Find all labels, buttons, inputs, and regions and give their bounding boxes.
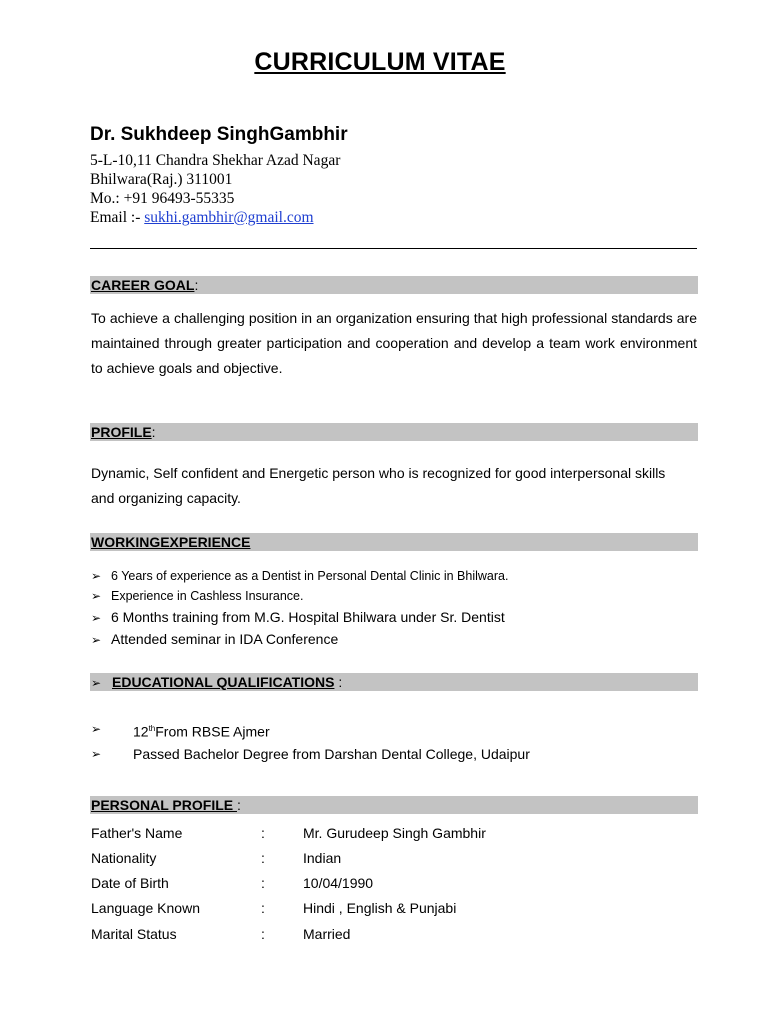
- career-goal-text: To achieve a challenging position in an organization ensuring that high professional standards are maintained through greater participation and cooperation and develop a team work environment to achieve goals and objective.: [91, 310, 697, 376]
- experience-heading-text: WORKINGEXPERIENCE: [91, 534, 251, 550]
- education-colon: :: [334, 674, 343, 690]
- field-separator: :: [261, 926, 265, 942]
- email-line: [90, 208, 314, 227]
- bullet-arrow-icon: ➢: [91, 633, 102, 647]
- nationality-value: Indian: [303, 850, 342, 866]
- field-separator: :: [261, 900, 265, 916]
- education-item-grade: 12: [133, 723, 149, 740]
- profile-heading-text: PROFILE: [91, 424, 152, 440]
- field-separator: :: [261, 850, 265, 866]
- email-label: Email :-: [90, 209, 145, 226]
- language-known-label: Language Known: [91, 900, 200, 916]
- header-divider: [90, 248, 697, 249]
- bullet-arrow-icon: ➢: [91, 747, 102, 761]
- experience-item: [91, 566, 508, 586]
- language-known-value: Hindi , English & Punjabi: [303, 900, 457, 916]
- profile-bar: [90, 423, 698, 441]
- profile-text: Dynamic, Self confident and Energetic person who is recognized for good interpersonal skills and organizing capacity.: [91, 465, 666, 506]
- experience-heading: [91, 533, 250, 551]
- education-item: Passed Bachelor Degree from Darshan Dental College, Udaipur: [133, 746, 530, 762]
- career-goal-heading: [91, 276, 198, 294]
- experience-item: [91, 629, 338, 650]
- marital-status-value: Married: [303, 926, 351, 942]
- personal-profile-colon: :: [236, 797, 241, 813]
- marital-status-label: Marital Status: [91, 926, 177, 942]
- education-heading: [91, 673, 342, 692]
- personal-profile-heading: [91, 796, 241, 814]
- date-of-birth-label: Date of Birth: [91, 875, 169, 891]
- field-separator: :: [261, 825, 265, 841]
- page-title: CURRICULUM VITAE: [254, 48, 506, 76]
- profile-colon: :: [151, 424, 156, 440]
- bullet-arrow-icon: ➢: [91, 611, 102, 625]
- date-of-birth-value: 10/04/1990: [303, 875, 374, 891]
- experience-item: [91, 607, 505, 628]
- mobile-number: Mo.: +91 96493-55335: [90, 190, 235, 207]
- address-line-2: Bhilwara(Raj.) 311001: [90, 171, 233, 188]
- career-goal-heading-text: CAREER GOAL: [91, 277, 195, 293]
- address-line-1: 5-L-10,11 Chandra Shekhar Azad Nagar: [90, 152, 341, 169]
- education-item-text: From RBSE Ajmer: [155, 723, 270, 740]
- nationality-label: Nationality: [91, 850, 157, 866]
- experience-item-text: 6 Years of experience as a Dentist in Personal Dental Clinic in Bhilwara.: [111, 569, 509, 583]
- fathers-name-label: Father's Name: [91, 825, 183, 841]
- bullet-arrow-icon: ➢: [91, 676, 102, 690]
- experience-item-text: 6 Months training from M.G. Hospital Bhilwara under Sr. Dentist: [111, 609, 505, 625]
- experience-item: [91, 586, 303, 606]
- candidate-name: Dr. Sukhdeep SinghGambhir: [90, 124, 348, 145]
- bullet-arrow-icon: ➢: [91, 722, 102, 736]
- personal-profile-heading-text: PERSONAL PROFILE: [91, 797, 237, 813]
- education-item-sup: th: [148, 724, 156, 733]
- fathers-name-value: Mr. Gurudeep Singh Gambhir: [303, 825, 486, 841]
- education-heading-text: EDUCATIONAL QUALIFICATIONS: [112, 674, 335, 690]
- career-goal-colon: :: [194, 277, 199, 293]
- education-item: [133, 719, 270, 742]
- field-separator: :: [261, 875, 265, 891]
- experience-item-text: Attended seminar in IDA Conference: [111, 631, 339, 647]
- experience-item-text: Experience in Cashless Insurance.: [111, 589, 304, 603]
- email-link[interactable]: sukhi.gambhir@gmail.com: [144, 209, 314, 226]
- profile-heading: [91, 423, 156, 441]
- bullet-arrow-icon: ➢: [91, 569, 102, 583]
- bullet-arrow-icon: ➢: [91, 589, 102, 603]
